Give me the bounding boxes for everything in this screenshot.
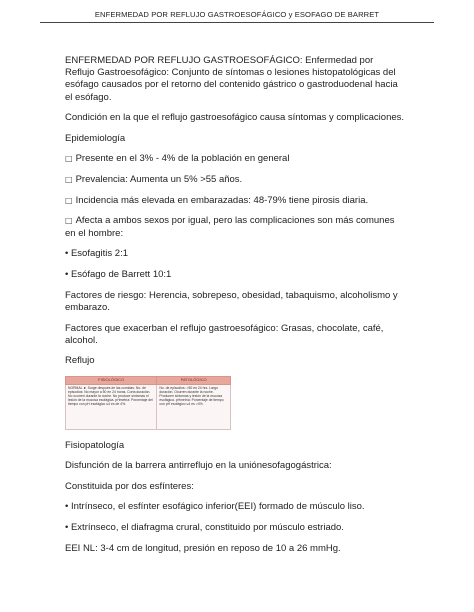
risk-factors-paragraph: Factores de riesgo: Herencia, sobrepeso, obesidad, tabaquismo, alcoholismo y embarazo.	[65, 289, 398, 313]
table-header-pathologic: PATOLÓGICO	[157, 376, 231, 384]
checkbox-glyph-icon: □	[65, 216, 73, 226]
epidemiology-item: □ Afecta a ambos sexos por igual, pero las complicaciones son más comunes en el hombre:	[65, 215, 395, 239]
epidemiology-item: □ Incidencia más elevada en embarazadas: 48-79% tiene pirosis diaria.	[65, 194, 369, 206]
exacerbating-factors-paragraph: Factores que exacerban el reflujo gastroesofágico: Grasas, chocolate, café, alcohol.	[65, 322, 384, 346]
reflux-heading: Reflujo	[65, 355, 95, 367]
ratio-item: • Esófago de Barrett 10:1	[65, 268, 172, 280]
checkbox-glyph-icon: □	[65, 195, 73, 205]
epidemiology-item: □ Presente en el 3% - 4% de la población en general	[65, 153, 290, 165]
sphincters-paragraph: Constituida por dos esfínteres:	[65, 480, 194, 492]
checkbox-glyph-icon: □	[65, 174, 73, 184]
ratio-item: • Esofagitis 2:1	[65, 248, 128, 260]
reflux-comparison-table	[65, 376, 231, 430]
sphincter-item: • Extrínseco, el diafragma crural, constituido por músculo estriado.	[65, 521, 344, 533]
page-header: ENFERMEDAD POR REFLUJO GASTROESOFÁGICO y ESOFAGO DE BARRET	[94, 10, 380, 19]
intro-paragraph: ENFERMEDAD POR REFLUJO GASTROESOFÁGICO: Enfermedad por Reflujo Gastroesofágico: Conjunto de síntomas o lesiones histopatológicas del esófago causados por el retorno del contenido gástrico o gastroduodenal hacia el esófago.	[65, 55, 398, 103]
header-divider	[40, 22, 434, 23]
table-cell-pathologic: No. de episodios: >50 en 24 hrs. Largo duración. Ocurren durante la noche. Producen síntomas y lesión de la mucosa esofágica. pHmetría: Porcentaje de tiempo con pH esofágico ≤4 es >4%.	[157, 384, 231, 429]
table-header-physiologic: FISIOLÓGICO	[66, 376, 157, 384]
document-body	[65, 55, 405, 563]
physiopathology-heading: Fisiopatología	[65, 439, 125, 451]
table-row	[66, 384, 231, 429]
dysfunction-paragraph: Disfunción de la barrera antirreflujo en la uniónesofagogástrica:	[65, 459, 332, 471]
epidemiology-item: □ Prevalencia: Aumenta un 5% >55 años.	[65, 173, 243, 185]
epidemiology-heading: Epidemiología	[65, 133, 126, 145]
eei-paragraph: EEI NL: 3-4 cm de longitud, presión en reposo de 10 a 26 mmHg.	[65, 542, 341, 554]
sphincter-item: • Intrínseco, el esfínter esofágico inferior(EEI) formado de músculo liso.	[65, 501, 365, 513]
table-cell-physiologic: NORMAL ► Surge después de las comidas. No. de episodios: No mayor a 50 en 24 horas. Corta duración. No ocurren durante la noche. No produce síntomas ni lesión de la mucosa esofágica. pHmetría: Porcentaje del tiempo con pH esofágico ≤4 es de 4%.	[66, 384, 157, 429]
condition-paragraph: Condición en la que el reflujo gastroesofágico causa síntomas y complicaciones.	[65, 112, 405, 124]
table-header-row	[66, 376, 231, 384]
checkbox-glyph-icon: □	[65, 154, 73, 164]
